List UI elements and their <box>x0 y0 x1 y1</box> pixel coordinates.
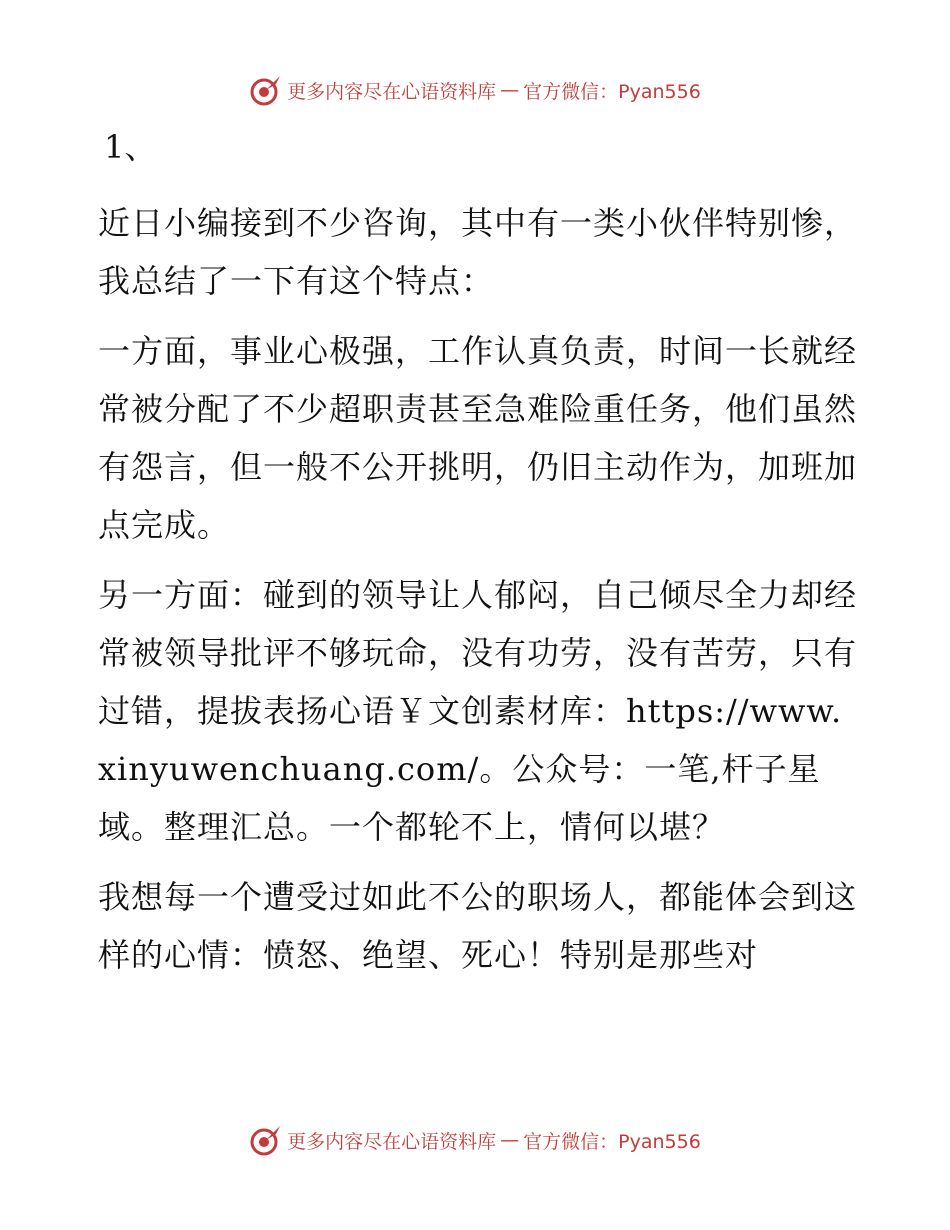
paragraph-1: 近日小编接到不少咨询，其中有一类小伙伴特别惨，我总结了一下有这个特点： <box>98 204 858 300</box>
section-heading: 1、 <box>104 128 157 166</box>
header-watermark <box>0 70 950 110</box>
logo-icon <box>249 73 283 107</box>
watermark-separator: — <box>500 79 520 101</box>
footer-watermark <box>0 1120 950 1160</box>
watermark-text: 更多内容尽在心语资料库 <box>287 80 497 103</box>
paragraph-2: 一方面，事业心极强，工作认真负责，时间一长就经常被分配了不少超职责甚至急难险重任务，他们虽然有怨言，但一般不公开挑明，仍旧主动作为，加班加点完成。 <box>98 332 858 544</box>
watermark-text: 更多内容尽在心语资料库 <box>287 1130 497 1153</box>
document-body <box>98 122 858 996</box>
logo-icon <box>249 1123 283 1157</box>
paragraph-3: 另一方面：碰到的领导让人郁闷，自己倾尽全力却经常被领导批评不够玩命，没有功劳，没有苦劳，只有过错，提拔表扬心语￥文创素材库：https://www.xinyuwenchuang.com/。公众号：一笔,杆子星域。整理汇总。一个都轮不上，情何以堪？ <box>98 576 858 846</box>
paragraph-4: 我想每一个遭受过如此不公的职场人，都能体会到这样的心情：愤怒、绝望、死心！特别是那些对 <box>98 878 858 974</box>
watermark-contact: 官方微信：Pyan556 <box>523 1130 701 1153</box>
watermark-separator: — <box>500 1129 520 1151</box>
watermark-contact: 官方微信：Pyan556 <box>523 80 701 103</box>
